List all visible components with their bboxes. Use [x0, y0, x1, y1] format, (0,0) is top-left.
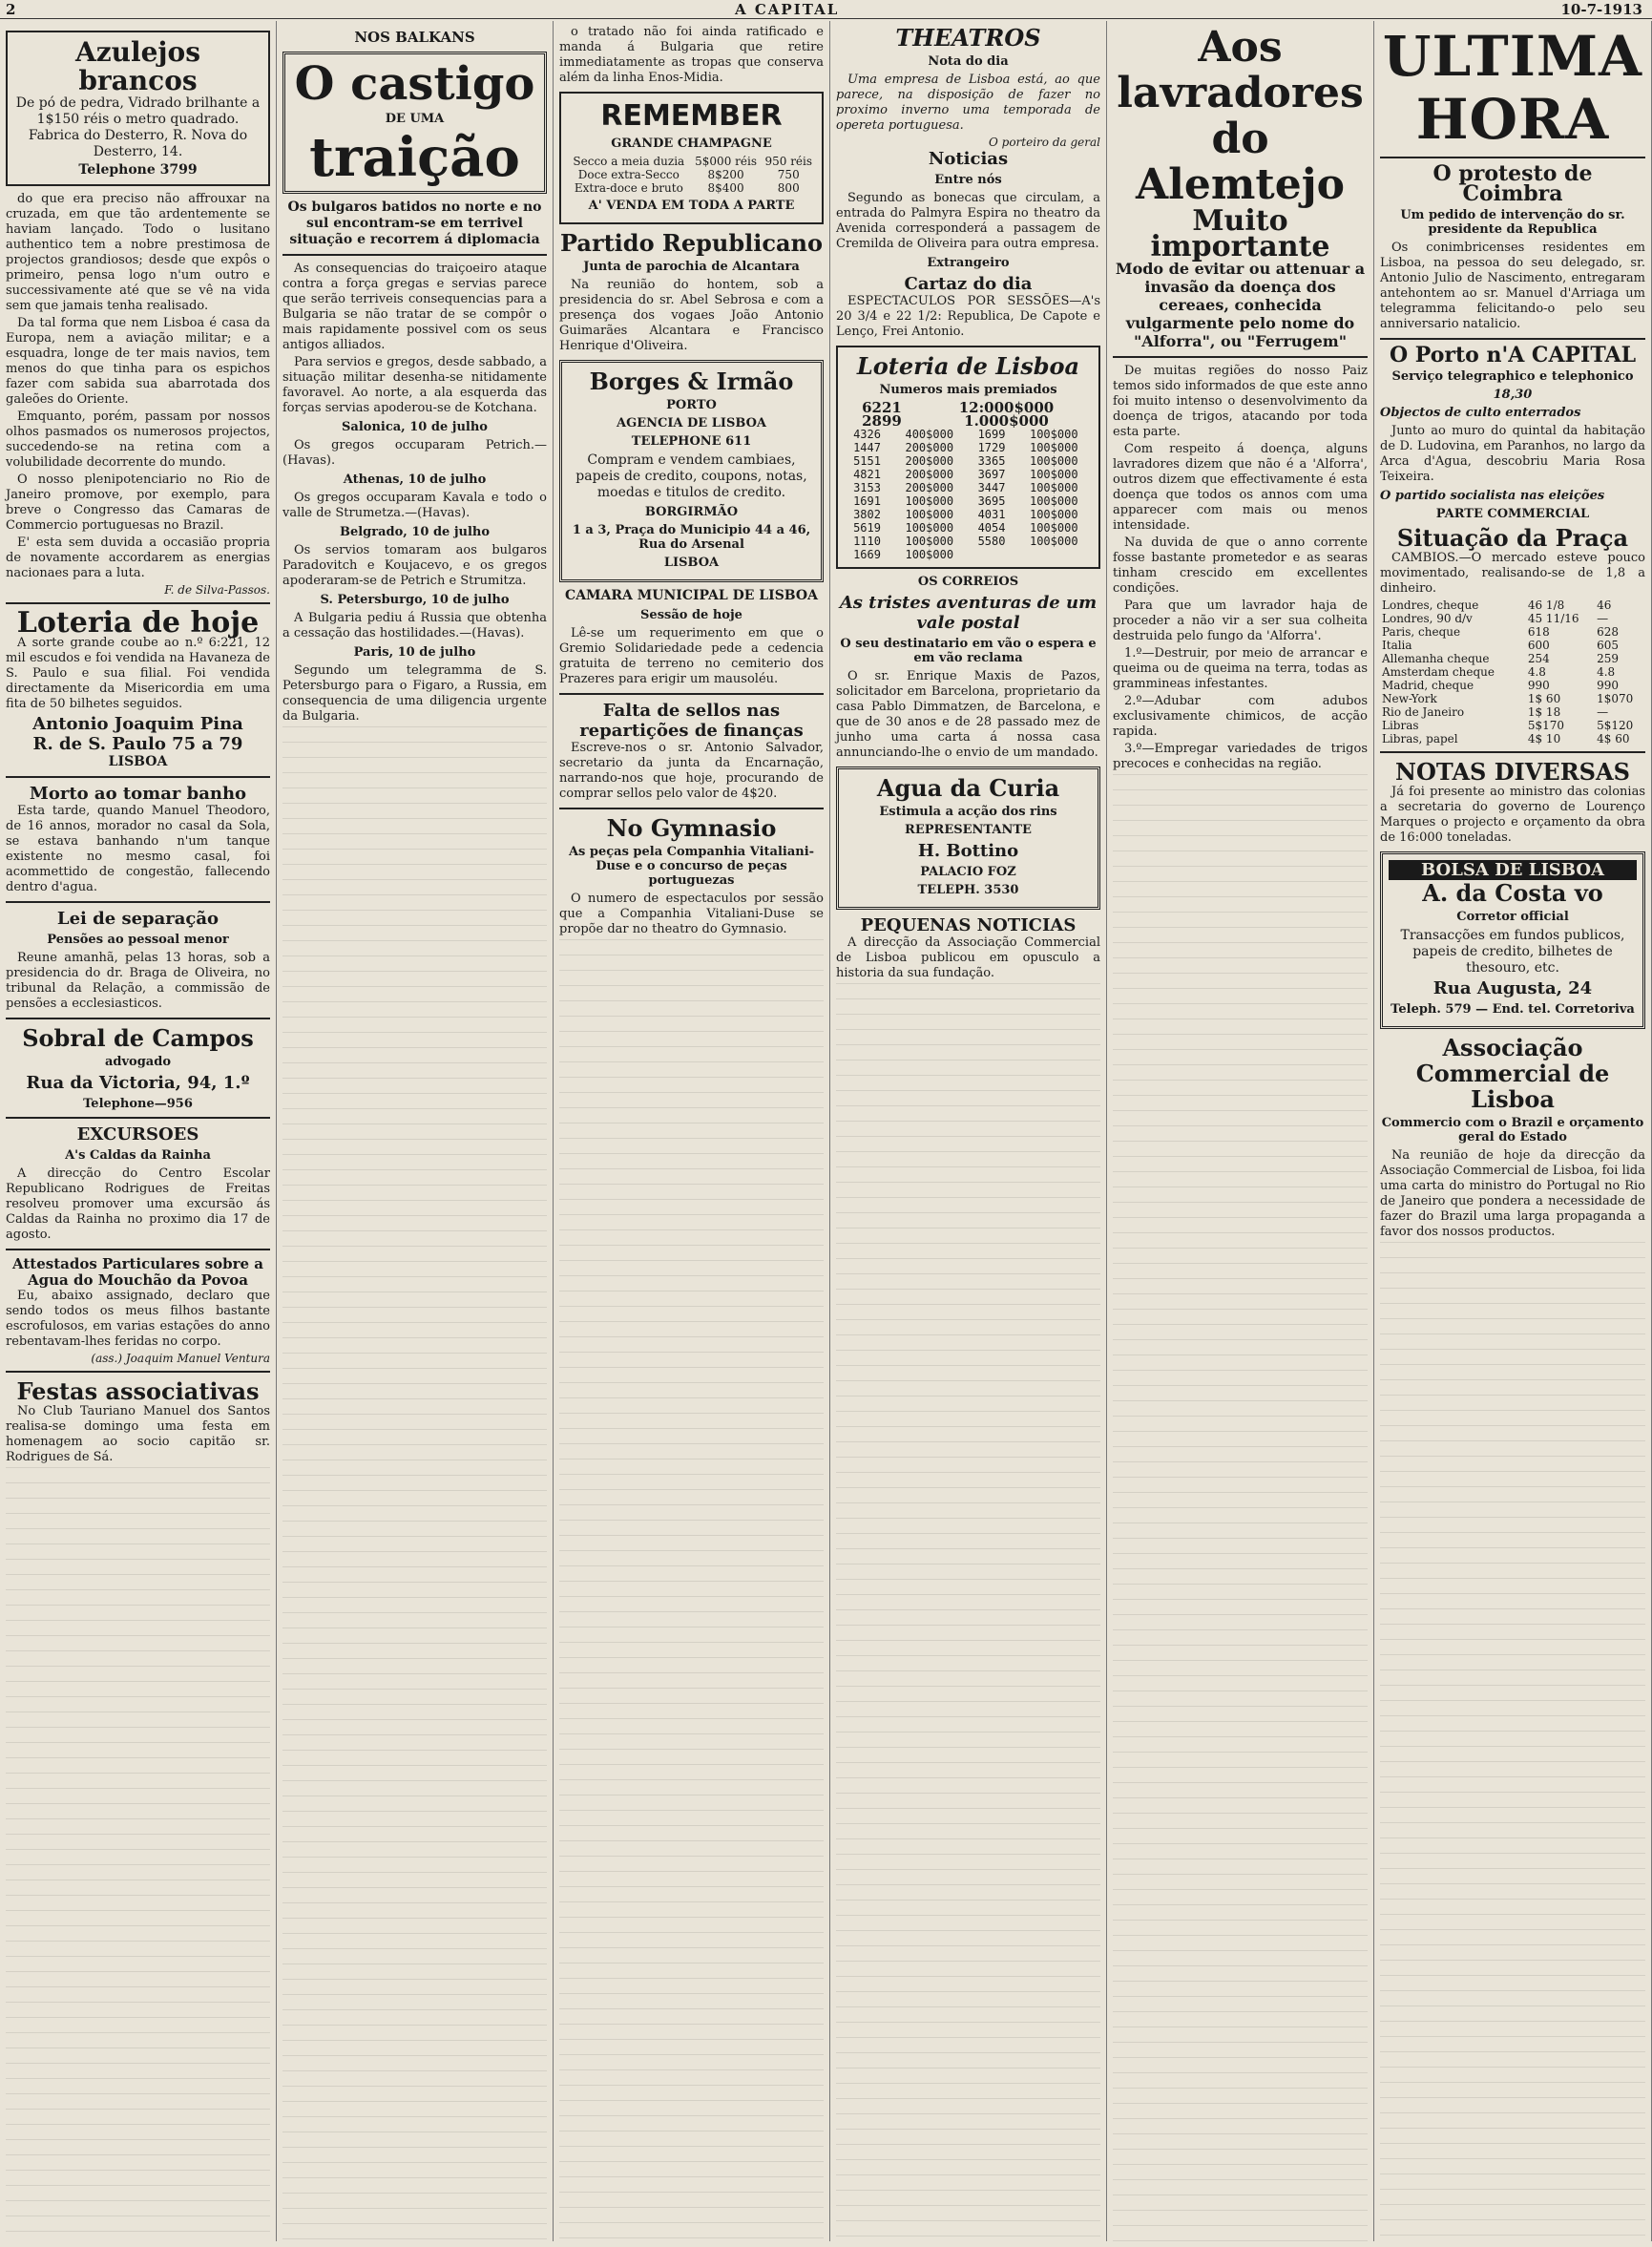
ad-foot: A' VENDA EM TODA A PARTE: [588, 199, 795, 213]
cell: 1699: [977, 428, 1006, 441]
article-paragraph: Para servios e gregos, desde sabbado, a situação militar desenha-se nitidamente favoravel. Ao norte, a ala esquerda das forças servias apoderou-se de Kotchana.: [282, 355, 547, 415]
table-row: [844, 454, 1093, 468]
article-deck: O seu destinatario em vão o espera e em vão reclama: [840, 637, 1097, 665]
headline: Aos lavradores do Alemtejo: [1117, 23, 1364, 209]
section-kicker: NOS BALKANS: [354, 29, 475, 46]
divider: [6, 1249, 270, 1250]
article-paragraph: Na reunião do hontem, sob a presidencia do sr. Abel Sebrosa e com a presença dos vogaes João Antonio Guimarães Alcantara e Francisco Henrique d'Oliveira.: [559, 278, 824, 353]
article-paragraph: Eu, abaixo assignado, declaro que sendo todos os meus filhos bastante escrofulosos, em varias estações do anno rebentavam-lhes feridas no corpo.: [6, 1289, 270, 1349]
section-subheading: Serviço telegraphico e telephonico: [1391, 369, 1634, 384]
section-heading: CAMARA MUNICIPAL DE LISBOA: [565, 588, 818, 603]
lottery-box: [836, 346, 1100, 569]
article-paragraph: Para que um lavrador haja de proceder a não vir a ser sua colheita destruida pelo fungo da 'Alforra'.: [1113, 598, 1368, 643]
ad-title: REMEMBER: [600, 99, 783, 133]
table-row: [1380, 652, 1645, 665]
dispatch-kicker: Objectos de culto enterrados: [1380, 406, 1581, 420]
cell: 990: [1597, 679, 1620, 692]
ad-address: Rua da Victoria, 94, 1.º: [26, 1073, 250, 1093]
article-deck: Modo de evitar ou attenuar a invasão da doença dos cereaes, conhecida vulgarmente pelo nome do "Alforra", ou "Ferrugem": [1115, 260, 1366, 350]
ad-city: LISBOA: [108, 754, 168, 769]
cell: 1729: [977, 441, 1006, 454]
section-subheading: Um pedido de intervenção do sr. presidente da Republica: [1400, 208, 1625, 237]
article-paragraph: O nosso plenipotenciario no Rio de Janeiro promove, por exemplo, para breve o Congresso das Camaras de Commercio portuguesas no Brazil.: [6, 472, 270, 533]
dispatch-text: Junto ao muro do quintal da habitação de D. Ludovina, em Paranhos, no largo da Arca d'Agua, descobriu Maria Rosa Teixeira.: [1380, 424, 1645, 484]
cell: 750: [777, 168, 800, 181]
divider: [6, 602, 270, 604]
section-subheading: Entre nós: [934, 173, 1002, 187]
article-paragraph: As consequencias do traiçoeiro ataque contra a força gregas e servias parece que serão terriveis consequencias para a Bulgaria se não tratar de se compôr o mais rapidamente possivel com os seus antigos alliados.: [282, 262, 547, 352]
ad-phone: Teleph. 579 — End. tel. Corretoriva: [1391, 1002, 1635, 1017]
table-row: [844, 535, 1093, 548]
cell: 3365: [977, 454, 1006, 468]
article-deck: Os bulgaros batidos no norte e no sul encontram-se em terrivel situação e recorrem á diplomacia: [287, 200, 542, 247]
article-paragraph: Na duvida de que o anno corrente fosse bastante prometedor e as searas tinham crescido em excellentes condições.: [1113, 536, 1368, 596]
cell: 8$200: [707, 168, 744, 181]
divider: [1380, 157, 1645, 158]
cell: —: [1597, 612, 1609, 625]
ad-phone: Telephone 3799: [78, 162, 198, 178]
cell: 1691: [853, 494, 881, 508]
divider: [559, 808, 824, 809]
article-paragraph: Uma empresa de Lisboa está, ao que parece, na disposição de fazer no proximo inverno uma temporada de opereta portuguesa.: [836, 73, 1100, 133]
column-6: [1374, 21, 1652, 2241]
text-filler: [836, 983, 1100, 2241]
article-paragraph: A direcção da Associação Commercial de Lisboa publicou em opusculo a historia da sua fundação.: [836, 935, 1100, 980]
cell: 1669: [853, 548, 881, 561]
azulejos-ad: [6, 31, 270, 186]
article-paragraph: Segundo as bonecas que circulam, a entrada do Palmyra Espira no theatro da Avenida corresponderá a passagem de Cremilda de Oliveira para outra empresa.: [836, 191, 1100, 251]
section-heading: No Gymnasio: [606, 814, 777, 842]
ad-title: BOLSA DE LISBOA: [1389, 860, 1637, 880]
headline-sub: DE UMA: [385, 112, 445, 126]
article-signature: F. de Silva-Passos.: [164, 583, 270, 597]
cell: 4054: [977, 521, 1006, 535]
article-paragraph: Reune amanhã, pelas 13 horas, sob a presidencia do dr. Braga de Oliveira, no tribunal da Relação, a commissão de pensões a ecclesiasticos.: [6, 951, 270, 1011]
section-kicker: PARTE COMMERCIAL: [1435, 507, 1590, 521]
cell: 1447: [853, 441, 881, 454]
article-paragraph: CAMBIOS.—O mercado esteve pouco movimentado, realisando-se de 1,8 a dinheiro.: [1380, 551, 1645, 596]
cell: 5619: [853, 521, 881, 535]
cell: 2899: [862, 412, 902, 430]
cell: 4$ 60: [1597, 732, 1630, 746]
cell: 100$000: [905, 548, 954, 561]
cell: 3697: [977, 468, 1006, 481]
dispatch-text: Os gregos occuparam Kavala e todo o valle de Strumetza.—(Havas).: [282, 491, 547, 520]
headline: ULTIMA HORA: [1382, 24, 1643, 152]
headline: traição: [309, 126, 520, 189]
section-heading: Attestados Particulares sobre a Agua do Mouchão da Povoa: [11, 1255, 264, 1289]
article-paragraph: Lê-se um requerimento em que o Gremio Solidariedade pede a cedencia gratuita de terreno no cemiterio dos Prazeres para erigir um mausoléu.: [559, 626, 824, 686]
ad-sub: Estimula a acção dos rins: [879, 805, 1057, 819]
section-heading: O protesto de Coimbra: [1432, 161, 1593, 206]
section-heading: Morto ao tomar banho: [29, 784, 247, 804]
cell: Secco a meia duzia: [573, 155, 685, 168]
ad-text: De pó de pedra, Vidrado brilhante a 1$150 réis o metro quadrado. Fabrica do Desterro, R. Nova do Desterro, 14.: [15, 95, 261, 159]
cell: [968, 548, 1014, 561]
article-paragraph: E' esta sem duvida a occasião propria de novamente accordarem as energias nacionaes para a luta.: [6, 536, 270, 580]
issue-date: 10-7-1913: [1560, 1, 1642, 18]
prize-list: [844, 428, 1093, 561]
ad-name: Antonio Joaquim Pina: [32, 714, 243, 734]
headline-sub: Muito importante: [1150, 204, 1330, 263]
cell: 8$400: [707, 181, 744, 195]
cell: Rio de Janeiro: [1382, 705, 1465, 719]
ad-title: Agua da Curia: [876, 774, 1060, 802]
cell: Extra-doce e bruto: [574, 181, 683, 195]
column-2: [277, 21, 554, 2241]
cell: 4326: [853, 428, 881, 441]
ad-telegraph: BORGIRMÃO: [644, 505, 739, 519]
section-subheading: Nota do dia: [928, 54, 1009, 69]
article-paragraph: Já foi presente ao ministro das colonias a secretaria do governo de Lourenço Marques o projecto e orçamento da obra de 16:000 toneladas.: [1380, 785, 1645, 845]
table-row: [1380, 719, 1645, 732]
ad-agency: AGENCIA DE LISBOA: [617, 416, 766, 430]
cell: 100$000: [1029, 535, 1078, 548]
dateline: Athenas, 10 de julho: [343, 472, 487, 487]
table-row: [1380, 679, 1645, 692]
section-subheading: Junta de parochia de Alcantara: [583, 260, 800, 274]
table-row: [1380, 705, 1645, 719]
cell: 200$000: [905, 468, 954, 481]
column-4: [830, 21, 1107, 2241]
table-row: [1380, 665, 1645, 679]
divider: [559, 693, 824, 695]
ad-title: Borges & Irmão: [589, 368, 794, 395]
dateline: Belgrado, 10 de julho: [339, 525, 491, 539]
cell: 100$000: [1029, 508, 1078, 521]
cell: Allemanha cheque: [1382, 652, 1490, 665]
section-heading: Cartaz do dia: [904, 274, 1033, 294]
article-paragraph: Na reunião de hoje da direcção da Associação Commercial de Lisboa, foi lida uma carta do ministro do Portugal no Rio de Janeiro que pondera a necessidade de fazer do Brazil uma larga propaganda a favor dos nossos productos.: [1380, 1148, 1645, 1239]
cell: 100$000: [1029, 468, 1078, 481]
cell: 3447: [977, 481, 1006, 494]
cell: 950 réis: [764, 155, 813, 168]
masthead-title: A CAPITAL: [735, 1, 840, 18]
cell: 5$170: [1527, 719, 1565, 732]
dispatch-text: A Bulgaria pediu á Russia que obtenha a cessação das hostilidades.—(Havas).: [282, 611, 547, 640]
cell: 400$000: [905, 428, 954, 441]
table-row: [844, 414, 1093, 428]
ad-name: H. Bottino: [917, 841, 1019, 861]
section-heading: NOTAS DIVERSAS: [1395, 758, 1630, 786]
article-paragraph: Emquanto, porém, passam por nossos olhos pasmados os numerosos projectos, succedendo-se na retina com a volubilidade decorrente do mundo.: [6, 410, 270, 470]
divider: [1380, 338, 1645, 340]
cell: Amsterdam cheque: [1382, 665, 1495, 679]
ad-phone: TELEPHONE 611: [631, 434, 752, 449]
table-row: [844, 521, 1093, 535]
list-item: 1.º—Destruir, por meio de arrancar e queima ou de queima na terra, todas as grammineas infestantes.: [1113, 646, 1368, 691]
divider: [6, 776, 270, 778]
table-row: [844, 494, 1093, 508]
cell: 600: [1527, 639, 1550, 652]
cell: 100$000: [1029, 521, 1078, 535]
cell: 100$000: [905, 508, 954, 521]
article-paragraph: o tratado não foi ainda ratificado e manda á Bulgaria que retire immediatamente as tropas que conserva além da linha Enos-Midia.: [559, 25, 824, 85]
cell: 4821: [853, 468, 881, 481]
column-1: [0, 21, 277, 2241]
article-paragraph: Esta tarde, quando Manuel Theodoro, de 16 annos, morador no casal da Sola, se estava banhando n'um tanque existente no mesmo casal, foi acommettido de congestão, fallecendo dentro d'agua.: [6, 804, 270, 894]
cell: Londres, 90 d/v: [1382, 612, 1473, 625]
curia-ad: [836, 766, 1100, 910]
headline: O castigo: [294, 57, 535, 111]
section-heading: Lei de separação: [56, 909, 220, 929]
article-paragraph: A sorte grande coube ao n.º 6:221, 12 mil escudos e foi vendida na Havaneza de S. Paulo e sua filial. Foi vendida directamente da Misericordia em uma fita de 50 bilhetes seguidos.: [6, 636, 270, 711]
table-row: [844, 481, 1093, 494]
cell: 200$000: [905, 454, 954, 468]
cell: 100$000: [905, 521, 954, 535]
section-kicker: OS CORREIOS: [917, 575, 1019, 589]
ad-role: advogado: [104, 1055, 171, 1069]
cell: Doce extra-Secco: [577, 168, 680, 181]
bolsa-ad: [1380, 851, 1645, 1029]
text-filler: [1113, 774, 1368, 2241]
cell: 4$ 10: [1527, 732, 1561, 746]
ad-title: Loteria de Lisboa: [856, 352, 1080, 380]
divider: [6, 901, 270, 903]
cell: 605: [1597, 639, 1620, 652]
table-row: [1380, 625, 1645, 639]
cell: 259: [1597, 652, 1620, 665]
ad-address: PALACIO FOZ: [920, 865, 1016, 879]
cell: 5$000 réis: [695, 155, 757, 168]
cell: [1015, 548, 1093, 561]
divider: [1380, 751, 1645, 753]
table-row: [567, 168, 816, 181]
borges-ad: [559, 360, 824, 582]
section-subheading: A's Caldas da Rainha: [65, 1148, 211, 1163]
dispatch-kicker: O partido socialista nas eleições: [1380, 489, 1605, 503]
section-heading: Falta de sellos nas repartições de finanças: [579, 701, 804, 741]
divider: [6, 1018, 270, 1019]
section-heading: PEQUENAS NOTICIAS: [860, 915, 1077, 935]
ad-address: Rua Augusta, 24: [1432, 978, 1593, 998]
cell: 800: [777, 181, 800, 195]
ad-city: LISBOA: [663, 556, 720, 570]
section-subheading: Pensões ao pessoal menor: [47, 933, 229, 947]
dateline: S. Petersburgo, 10 de julho: [320, 593, 510, 607]
cell: Libras: [1382, 719, 1419, 732]
table-row: [844, 441, 1093, 454]
cell: 1$ 60: [1527, 692, 1561, 705]
cell: 200$000: [905, 481, 954, 494]
page-number: 2: [6, 1, 16, 18]
text-filler: [6, 1467, 270, 2241]
section-heading: Situação da Praça: [1396, 524, 1629, 552]
cell: 45 11/16: [1527, 612, 1579, 625]
cell: 200$000: [905, 441, 954, 454]
article-paragraph: Os conimbricenses residentes em Lisboa, na pessoa do seu delegado, sr. Antonio Julio de Nascimento, entregaram antehontem ao sr. Manuel d'Arriaga um telegramma felicitando-o pelo seu anniversario natalicio.: [1380, 241, 1645, 331]
cell: 100$000: [1029, 441, 1078, 454]
section-heading: O Porto n'A CAPITAL: [1389, 343, 1637, 368]
section-heading: Festas associativas: [16, 1377, 260, 1405]
ad-role: Corretor official: [1456, 910, 1569, 924]
section-subheading: Sessão de hoje: [640, 608, 742, 622]
cell: 100$000: [1029, 494, 1078, 508]
section-heading: Noticias: [928, 149, 1009, 169]
section-heading: Loteria de hoje: [16, 606, 260, 640]
cell: 254: [1527, 652, 1550, 665]
section-heading: THEATROS: [895, 24, 1041, 52]
dispatch-time: 18,30: [1493, 388, 1533, 402]
ad-name: Sobral de Campos: [22, 1024, 254, 1052]
cell: 3153: [853, 481, 881, 494]
cell: 1$070: [1597, 692, 1634, 705]
cell: 1110: [853, 535, 881, 548]
article-signature: O porteiro da geral: [989, 136, 1100, 149]
section-subheading: Commercio com o Brazil e orçamento geral do Estado: [1381, 1116, 1644, 1144]
article-paragraph: De muitas regiões do nosso Paiz temos sido informados de que este anno foi muito intenso o desenvolvimento da doença de trigos, atacando por toda esta parte.: [1113, 364, 1368, 439]
section-heading: Associação Commercial de Lisboa: [1415, 1034, 1610, 1113]
ad-sub: GRANDE CHAMPAGNE: [611, 136, 772, 151]
ad-address: 1 a 3, Praça do Municipio 44 a 46, Rua do Arsenal: [572, 523, 811, 552]
column-5: [1107, 21, 1374, 2241]
cell: —: [1597, 705, 1609, 719]
cell: New-York: [1382, 692, 1437, 705]
text-filler: [559, 939, 824, 2241]
dateline: Paris, 10 de julho: [353, 645, 476, 660]
ad-city: PORTO: [666, 398, 717, 412]
cell: 12:000$000: [958, 399, 1055, 416]
cell: 100$000: [1029, 428, 1078, 441]
cell: Madrid, cheque: [1382, 679, 1474, 692]
column-3: [554, 21, 830, 2241]
top-strip: [0, 0, 1652, 19]
table-row: [1380, 612, 1645, 625]
divider: [1113, 356, 1368, 358]
cell: 5151: [853, 454, 881, 468]
article-paragraph: ESPECTACULOS POR SESSÕES—A's 20 3/4 e 22 1/2: Republica, De Capote e Lenço, Frei Antonio.: [836, 294, 1100, 339]
divider: [6, 1117, 270, 1119]
remember-ad: [559, 92, 824, 224]
section-subheading: Extrangeiro: [927, 256, 1010, 270]
ad-role: REPRESENTANTE: [905, 823, 1032, 837]
ad-text: Compram e vendem cambiaes, papeis de credito, coupons, notas, moedas e titulos de credito.: [575, 452, 807, 500]
article-paragraph: Da tal forma que nem Lisboa é casa da Europa, nem a aviação militar; e a esquadra, longe de ter mais navios, tem menos do que tinha para os espichos fazer com sabida sua abarrotada dos galeões do Oriente.: [6, 316, 270, 407]
ad-title: Azulejos brancos: [74, 36, 200, 96]
article-signature: (ass.) Joaquim Manuel Ventura: [91, 1352, 270, 1365]
cell: 4031: [977, 508, 1006, 521]
ad-phone: Telephone—956: [83, 1097, 193, 1111]
list-item: 3.º—Empregar variedades de trigos precoces e conhecidas na região.: [1113, 742, 1368, 771]
cell: 990: [1527, 679, 1550, 692]
cell: 6221: [862, 399, 902, 416]
article-paragraph: O numero de espectaculos por sessão que a Companhia Vitaliani-Duse se propõe dar no theatro do Gymnasio.: [559, 892, 824, 936]
article-paragraph: Escreve-nos o sr. Antonio Salvador, secretario da junta da Encarnação, narrando-nos que hoje, procurando de comprar sellos pelo valor de 4$20.: [559, 741, 824, 801]
cell: 628: [1597, 625, 1620, 639]
table-row: [1380, 692, 1645, 705]
cell: 4.8: [1597, 665, 1616, 679]
text-filler: [1380, 1242, 1645, 2241]
ad-name: A. da Costa vo: [1422, 879, 1603, 907]
ad-phone: TELEPH. 3530: [917, 883, 1019, 897]
table-row: [1380, 732, 1645, 746]
cell: 1.000$000: [964, 412, 1049, 430]
dispatch-text: Os servios tomaram aos bulgaros Paradovitch e Koujacevo, e os gregos apoderaram-se de Petrich e Strumitza.: [282, 543, 547, 588]
section-subheading: As peças pela Companhia Vitaliani-Duse e o concurso de peças portuguezas: [568, 845, 815, 888]
headline-box: [282, 52, 547, 194]
dispatch-text: Segundo um telegramma de S. Petersburgo para o Figaro, a Russia, em consequencia de uma diligencia urgente da Bulgaria.: [282, 663, 547, 724]
cell: 5580: [977, 535, 1006, 548]
table-row: [844, 548, 1093, 561]
table-row: [567, 181, 816, 195]
cell: 46: [1597, 598, 1612, 612]
text-filler: [282, 726, 547, 2241]
list-item: 2.º—Adubar com adubos exclusivamente chimicos, de acção rapida.: [1113, 694, 1368, 739]
exchange-table: [1380, 598, 1645, 746]
table-row: [567, 155, 816, 168]
article-paragraph: do que era preciso não affrouxar na cruzada, em que tão ardentemente se haviam lançado. Todo o lusitano authentico tem a nobre prestimosa de projectos grandiosos; desde que expôs o primeiro, pensa logo n'um outro e successivamente até que se vê na vida sem que jamais tenha realisado.: [6, 192, 270, 313]
cell: 100$000: [1029, 454, 1078, 468]
cell: 5$120: [1597, 719, 1634, 732]
table-row: [844, 428, 1093, 441]
price-table: [567, 155, 816, 195]
cell: 618: [1527, 625, 1550, 639]
section-heading: Partido Republicano: [559, 229, 824, 257]
cell: 3802: [853, 508, 881, 521]
cell: 3695: [977, 494, 1006, 508]
ad-text: Transacções em fundos publicos, papeis de credito, bilhetes de thesouro, etc.: [1400, 928, 1625, 976]
cell: 4.8: [1527, 665, 1546, 679]
cell: 1$ 18: [1527, 705, 1561, 719]
article-paragraph: O sr. Enrique Maxis de Pazos, solicitador em Barcelona, proprietario da casa Pablo Dimmatzen, de Barcelona, e que de 30 anos e de 28 passado mez de junho uma carta á nossa casa annunciando-lhe o envio de um mandado.: [836, 669, 1100, 760]
table-row: [844, 468, 1093, 481]
cell: 100$000: [905, 535, 954, 548]
ad-address: R. de S. Paulo 75 a 79: [32, 734, 243, 754]
dispatch-text: Os gregos occuparam Petrich.—(Havas).: [282, 438, 547, 468]
article-paragraph: No Club Tauriano Manuel dos Santos realisa-se domingo uma festa em homenagem ao socio capitão sr. Rodrigues de Sá.: [6, 1404, 270, 1464]
cell: 100$000: [905, 494, 954, 508]
cell: Italia: [1382, 639, 1412, 652]
table-row: [1380, 598, 1645, 612]
dateline: Salonica, 10 de julho: [342, 420, 488, 434]
prize-table: [844, 401, 1093, 428]
article-paragraph: Com respeito á doença, alguns lavradores dizem que não é a 'Alforra', outros dizem que effectivamente é esta doença que todos os annos com uma apparecer com mais ou menos intensidade.: [1113, 442, 1368, 533]
divider: [282, 254, 547, 256]
cell: 46 1/8: [1527, 598, 1565, 612]
article-paragraph: A direcção do Centro Escolar Republicano Rodrigues de Freitas resolveu promover uma excursão ás Caldas da Rainha no proximo dia 17 de agosto.: [6, 1166, 270, 1242]
section-heading: EXCURSOES: [76, 1124, 199, 1144]
cell: Londres, cheque: [1382, 598, 1479, 612]
table-row: [1380, 639, 1645, 652]
ad-sub: Numeros mais premiados: [879, 383, 1057, 397]
section-heading: As tristes aventuras de um vale postal: [839, 593, 1098, 633]
cell: Libras, papel: [1382, 732, 1458, 746]
divider: [6, 1371, 270, 1373]
cell: 100$000: [1029, 481, 1078, 494]
table-row: [844, 508, 1093, 521]
cell: Paris, cheque: [1382, 625, 1461, 639]
